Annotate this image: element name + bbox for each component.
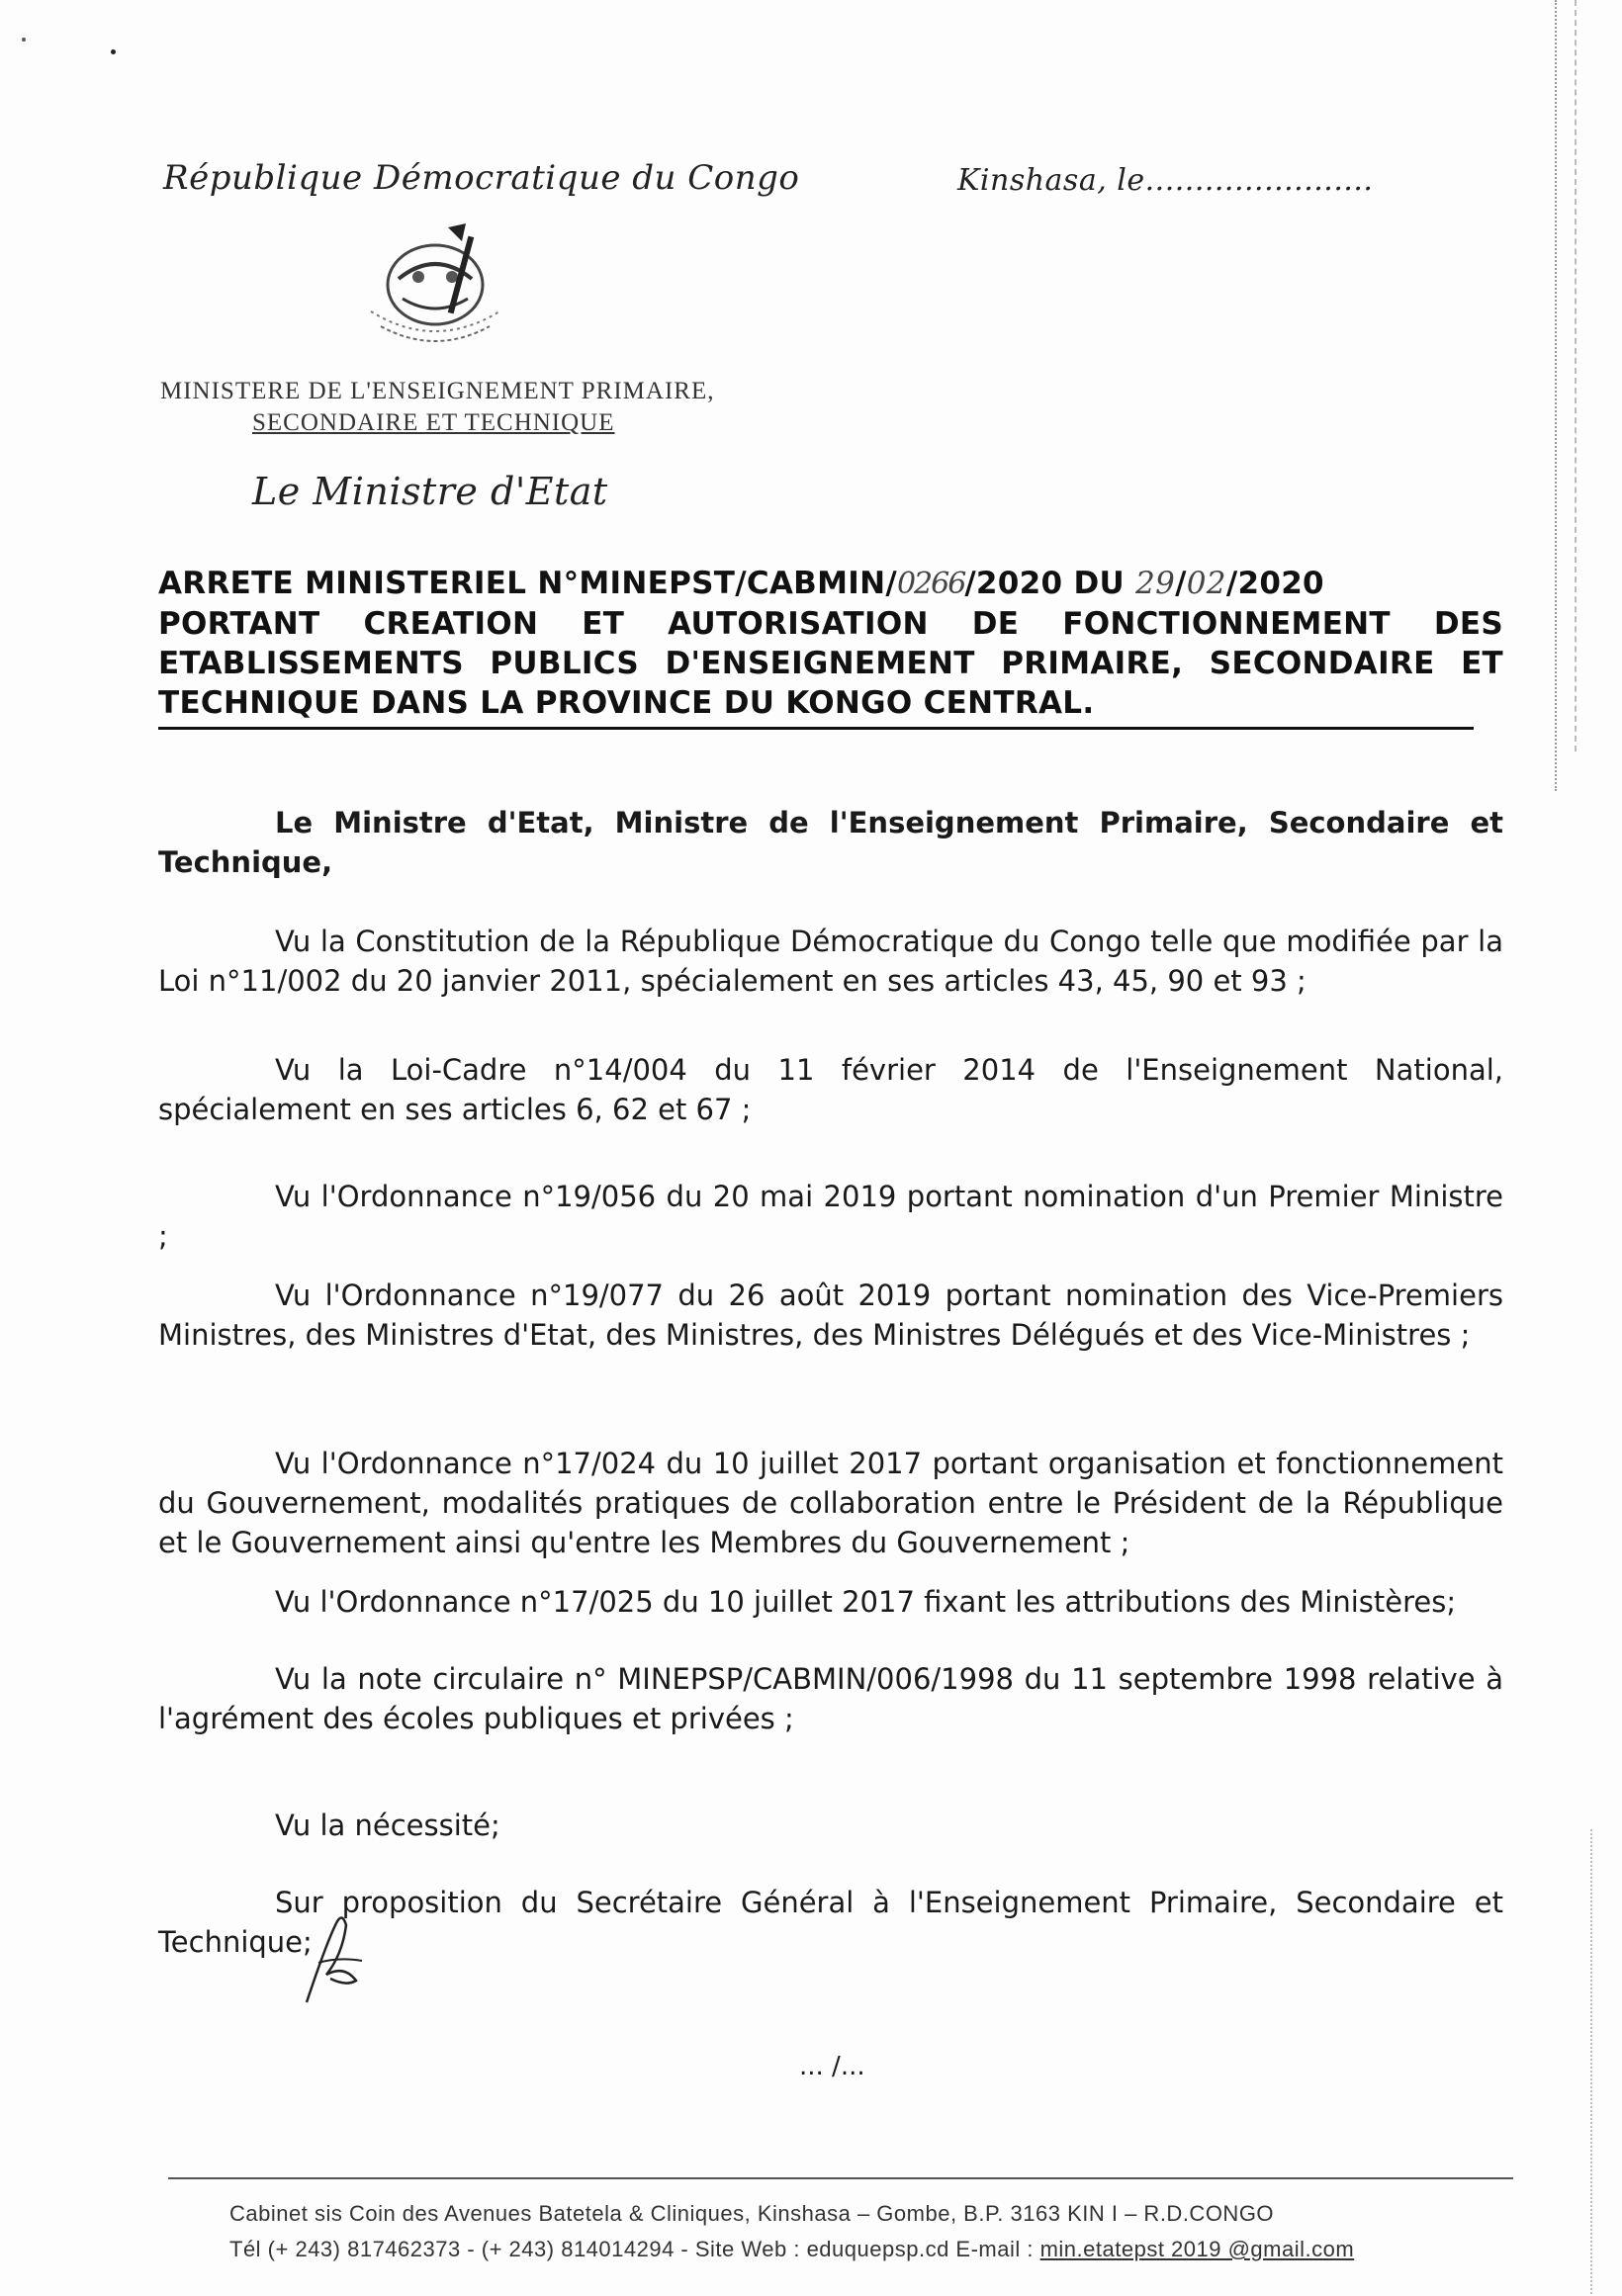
title-underline	[158, 727, 1474, 730]
paragraph-loi-cadre: Vu la Loi-Cadre n°14/004 du 11 février 2014 de l'Enseignement National, spécialement en ses articles 6, 62 et 67 ;	[158, 1053, 1503, 1126]
ministry-name-line2: SECONDAIRE ET TECHNIQUE	[252, 409, 615, 436]
paragraph-ordonnance-attributions: Vu l'Ordonnance n°17/025 du 10 juillet 2017 fixant les attributions des Ministères;	[275, 1585, 1457, 1619]
paragraph-necessite: Vu la nécessité;	[275, 1809, 500, 1842]
handwritten-initials	[297, 1903, 376, 2012]
decree-title-line2: PORTANT CREATION ET AUTORISATION DE FONCTIONNEMENT DES	[158, 606, 1503, 642]
handwritten-day: 29	[1135, 566, 1176, 601]
ministry-name-line1: MINISTERE DE L'ENSEIGNEMENT PRIMAIRE,	[160, 378, 715, 404]
place-date: Kinshasa, le.......................	[957, 163, 1374, 198]
handwritten-month: 02	[1186, 566, 1226, 601]
coat-of-arms-emblem	[341, 208, 529, 366]
decree-title-line3: ETABLISSEMENTS PUBLICS D'ENSEIGNEMENT PRIMAIRE, SECONDAIRE ET	[158, 646, 1503, 681]
scan-speck	[111, 49, 116, 54]
decree-title	[158, 564, 1503, 723]
paragraph-ordonnance-gouvernement: Vu l'Ordonnance n°17/024 du 10 juillet 2017 portant organisation et fonctionnement du Gouvernement, modalités pratiques de collaboration entre le Président de la République et le Gouvernement ainsi qu'entre les Membres du Gouvernement ;	[158, 1447, 1503, 1559]
continuation-mark: ... /...	[799, 2052, 865, 2081]
paragraph-ordonnance-vice-premiers: Vu l'Ordonnance n°19/077 du 26 août 2019 portant nomination des Vice-Premiers Ministres, des Ministres d'Etat, des Ministres, des Ministres Délégués et des Vice-Ministres ;	[158, 1279, 1503, 1352]
handwritten-decree-number: 0266	[896, 567, 965, 601]
minister-title: Le Ministre d'Etat	[252, 470, 608, 513]
footer-divider	[168, 2177, 1513, 2179]
footer-email[interactable]: min.etatepst 2019 @gmail.com	[1039, 2237, 1355, 2261]
decree-title-line4: TECHNIQUE DANS LA PROVINCE DU KONGO CENTRAL.	[158, 685, 1095, 721]
scan-edge-mark	[1575, 0, 1577, 751]
footer-address: Cabinet sis Coin des Avenues Batetela & Cliniques, Kinshasa – Gombe, B.P. 3163 KIN I – R.D.CONGO	[229, 2201, 1275, 2226]
paragraph-proposition: Sur proposition du Secrétaire Général à l'Enseignement Primaire, Secondaire et Technique;	[158, 1886, 1503, 1959]
paragraph-note-circulaire: Vu la note circulaire n° MINEPSP/CABMIN/006/1998 du 11 septembre 1998 relative à l'agrément des écoles publiques et privées ;	[158, 1662, 1503, 1735]
footer-contacts: Tél (+ 243) 817462373 - (+ 243) 814014294 - Site Web : eduquepsp.cd E-mail : min.etatepst 2019 @gmail.com	[229, 2237, 1355, 2261]
paragraph-ordonnance-premier-ministre: Vu l'Ordonnance n°19/056 du 20 mai 2019 portant nomination d'un Premier Ministre ;	[158, 1180, 1503, 1253]
scan-edge-mark	[1555, 0, 1557, 791]
paragraph-constitution: Vu la Constitution de la République Démocratique du Congo telle que modifiée par la Loi n°11/002 du 20 janvier 2011, spécialement en ses articles 43, 45, 90 et 93 ;	[158, 925, 1503, 998]
decree-title-line1: ARRETE MINISTERIEL N°MINEPST/CABMIN/0266/2020 DU 29/02/2020	[158, 566, 1324, 601]
country-name: République Démocratique du Congo	[163, 158, 800, 198]
scan-edge-mark	[1590, 1829, 1592, 2294]
scan-speck	[22, 38, 26, 42]
intro-text: Le Ministre d'Etat, Ministre de l'Enseignement Primaire, Secondaire et Technique,	[158, 806, 1503, 879]
